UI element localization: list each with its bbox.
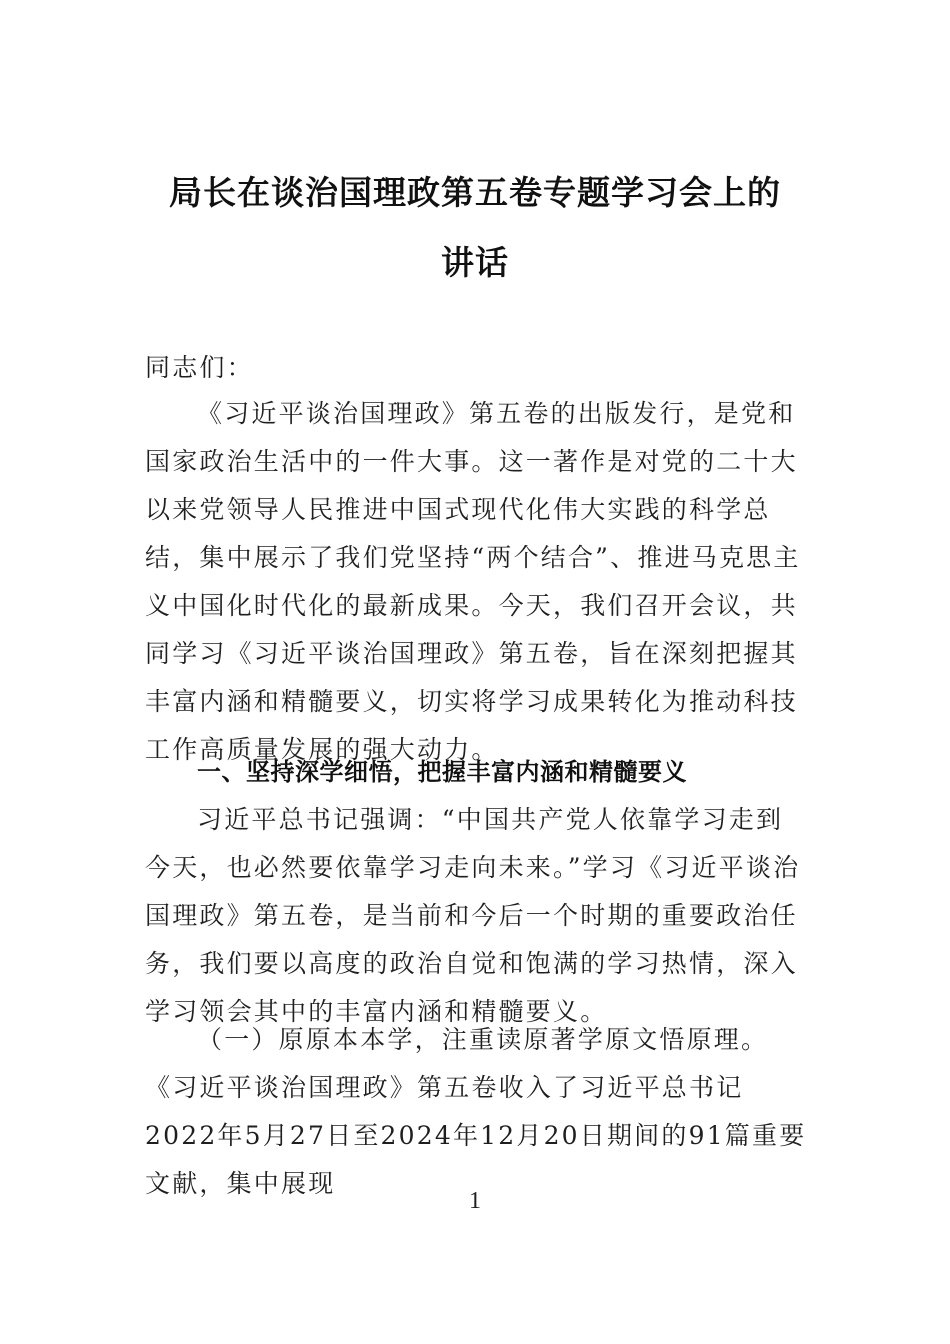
paragraph-subsection-1: （一）原原本本学，注重读原著学原文悟原理。《习近平谈治国理政》第五卷收入了习近平总书记2022年5月27日至2024年12月20日期间的91篇重要文献，集中展现 [145,1025,807,1198]
page-number: 1 [469,1188,481,1214]
paragraph-section-1: 习近平总书记强调：“中国共产党人依靠学习走到今天，也必然要依靠学习走向未来。”学习《习近平谈治国理政》第五卷，是当前和今后一个时期的重要政治任务，我们要以高度的政治自觉和饱满的学习热情，深入学习领会其中的丰富内涵和精髓要义。 [145,805,801,1026]
section-heading-1: 一、坚持深学细悟，把握丰富内涵和精髓要义 [197,758,687,786]
document-title-line-1: 局长在谈治国理政第五卷专题学习会上的 [169,173,781,212]
salutation: 同志们： [145,353,254,382]
paragraph-intro: 《习近平谈治国理政》第五卷的出版发行，是党和国家政治生活中的一件大事。这一著作是对党的二十大以来党领导人民推进中国式现代化伟大实践的科学总结，集中展示了我们党坚持“两个结合”、推进马克思主义中国化时代化的最新成果。今天，我们召开会议，共同学习《习近平谈治国理政》第五卷，旨在深刻把握其丰富内涵和精髓要义，切实将学习成果转化为推动科技工作高质量发展的强大动力。 [145,399,801,764]
document-title-line-2: 讲话 [441,243,509,282]
